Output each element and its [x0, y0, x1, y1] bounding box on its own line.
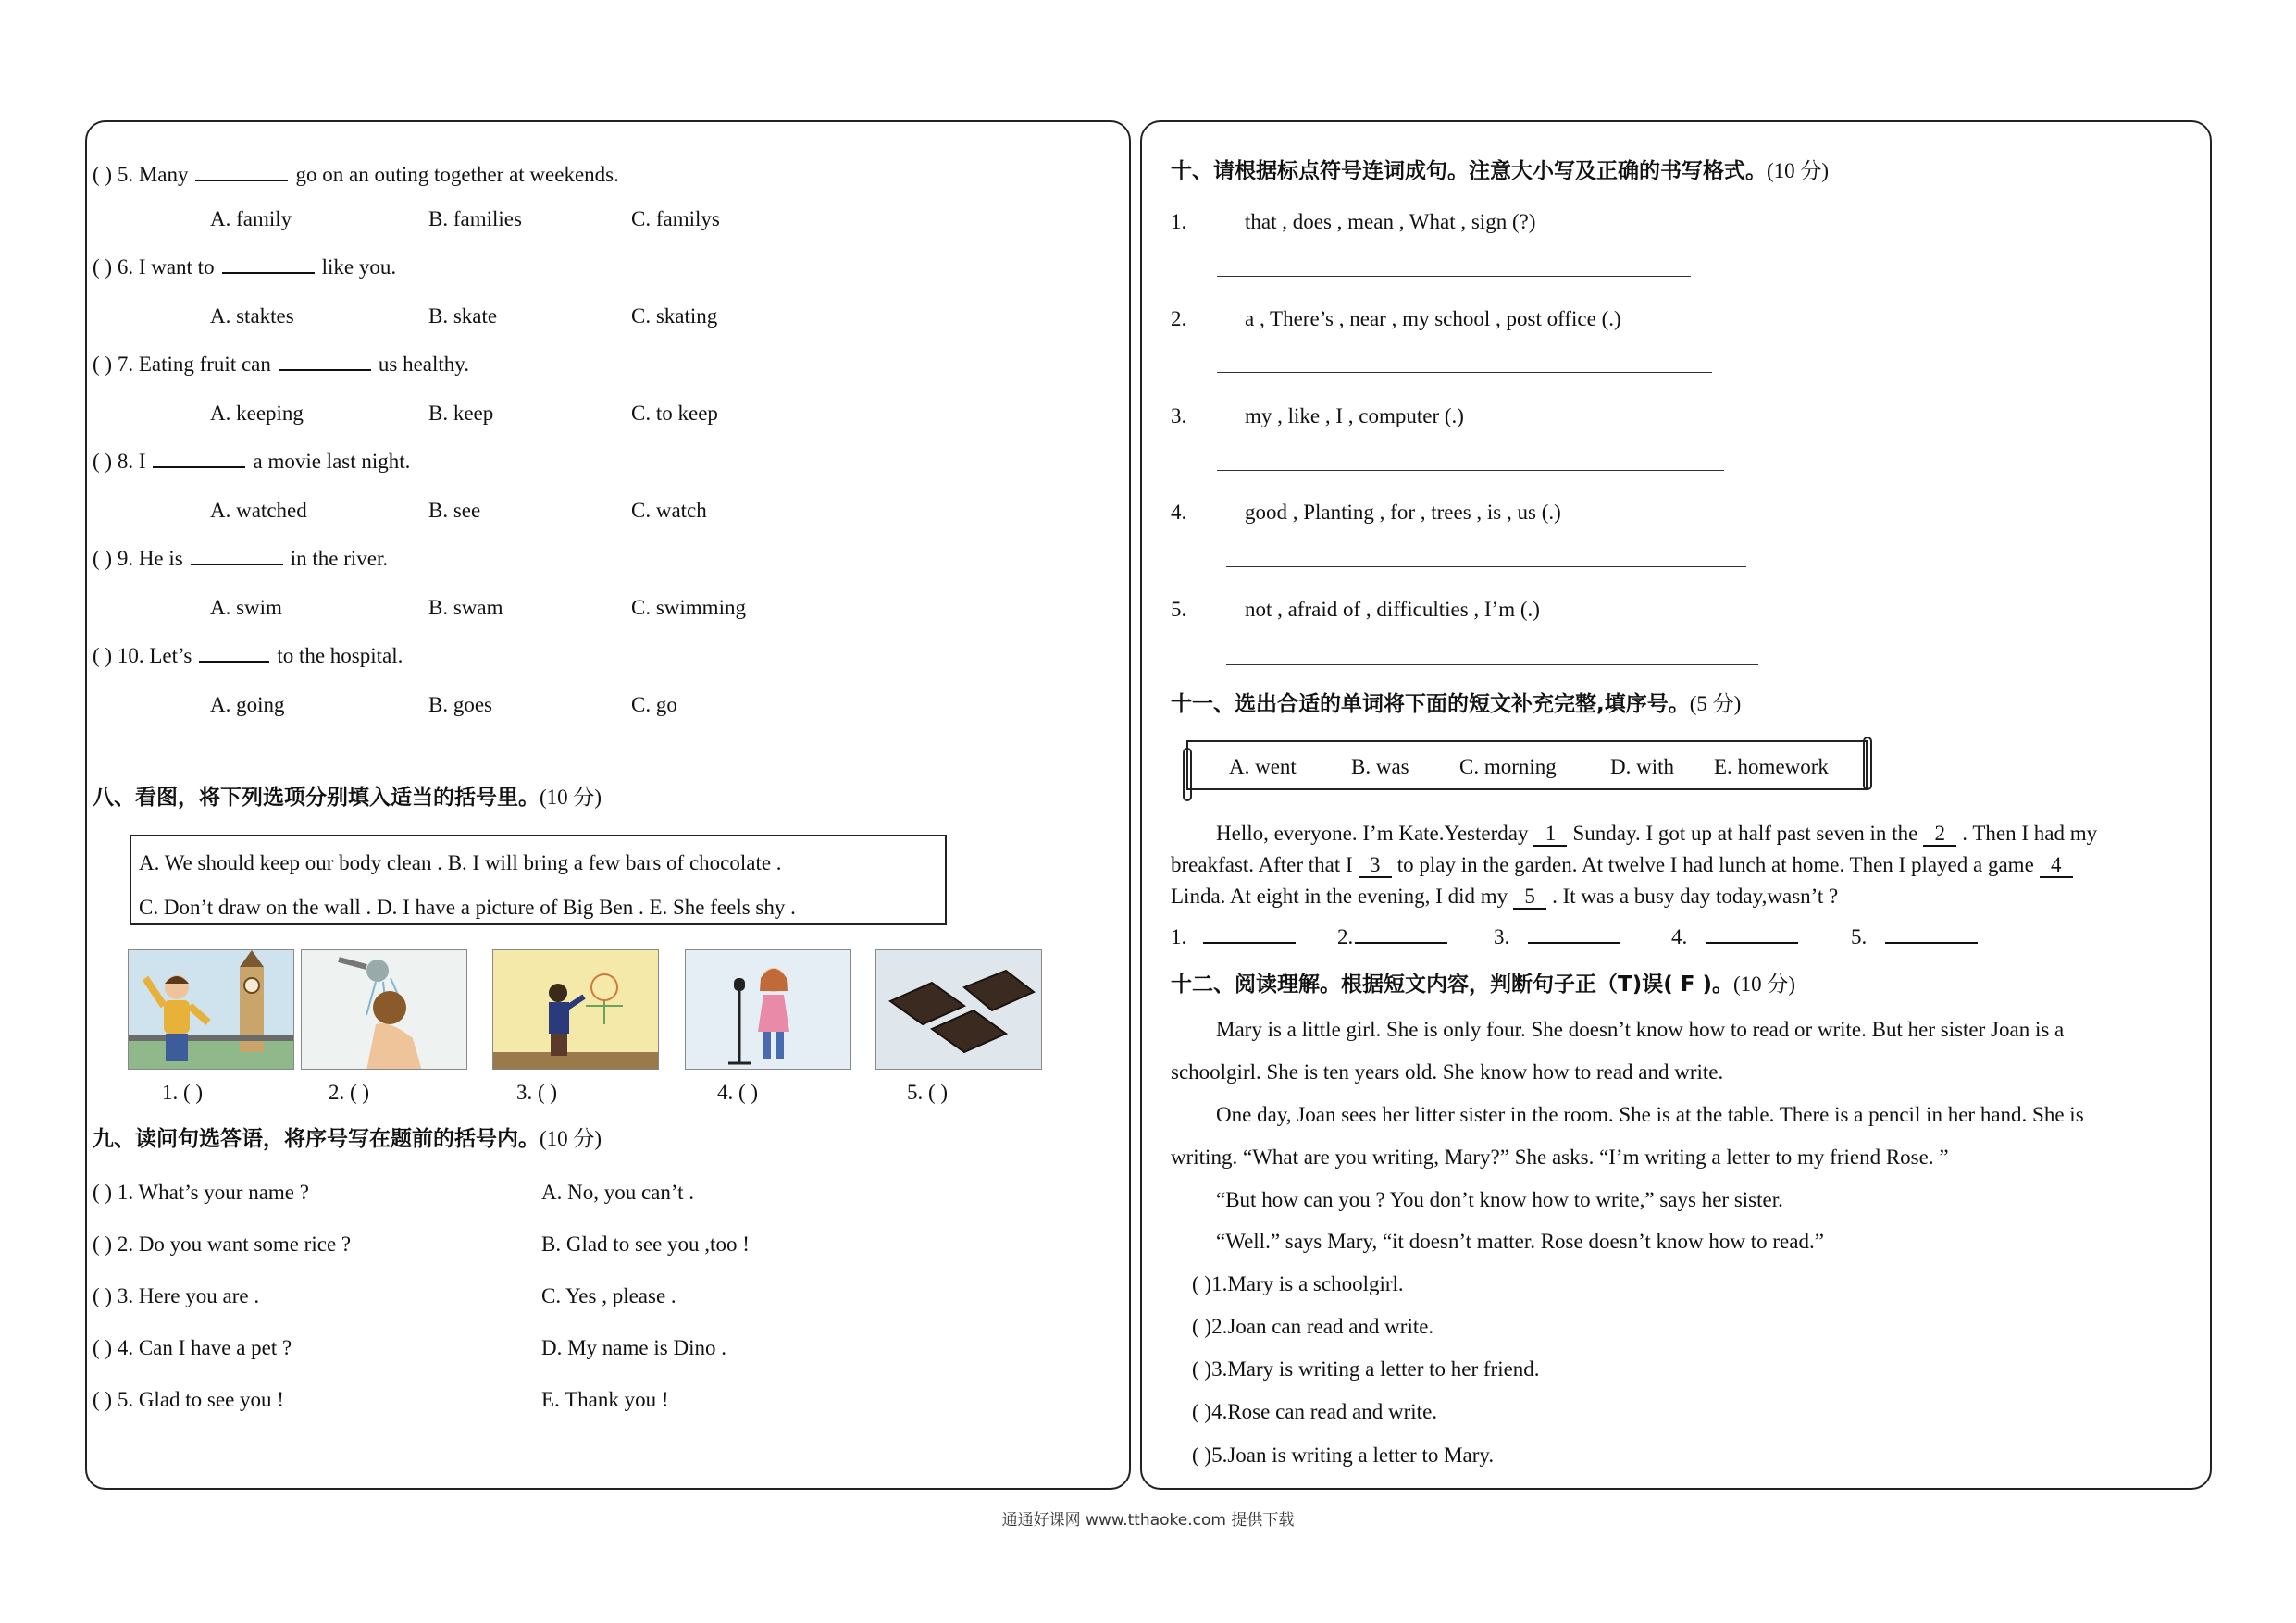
word-bank-item: B. was: [1351, 755, 1409, 778]
sec8-options-line-2: C. Don’t draw on the wall . D. I have a picture of Big Ben . E. She feels shy .: [139, 896, 796, 919]
cloze-answer-4: 4.: [1671, 925, 1806, 948]
reading-para-1b: schoolgirl. She is ten years old. She know how to read and write.: [1171, 1060, 1724, 1084]
shy-girl-illustration: [686, 950, 851, 1070]
sec9-question-1: ( ) 1. What’s your name ?: [93, 1181, 309, 1204]
big-ben-illustration: [129, 950, 294, 1070]
judgment-3: ( )3.Mary is writing a letter to her friend.: [1192, 1357, 1540, 1381]
sec8-options-line-1: A. We should keep our body clean . B. I will bring a few bars of chocolate .: [139, 851, 782, 874]
picture-caption-4: 4. ( ): [717, 1081, 759, 1104]
mc-option: C. to keep: [631, 402, 718, 425]
word-bank-item: E. homework: [1714, 755, 1829, 778]
section-11-heading: 十一、选出合适的单词将下面的短文补充完整,填序号。(5 分): [1171, 692, 1742, 716]
answer-blank[interactable]: [195, 163, 288, 181]
answer-blank[interactable]: [222, 255, 315, 274]
sec9-answer-b: B. Glad to see you ,too !: [541, 1233, 750, 1256]
answer-blank[interactable]: [153, 450, 245, 468]
sec10-answer-line[interactable]: [1226, 664, 1758, 665]
mc-option: A. watched: [210, 499, 307, 522]
answer-blank[interactable]: [191, 547, 283, 565]
mc-option: B. see: [428, 499, 481, 522]
sec10-item-number: 2.: [1171, 307, 1187, 330]
cloze-answer-3: 3.: [1494, 925, 1628, 948]
judgment-2: ( )2.Joan can read and write.: [1192, 1315, 1434, 1338]
picture-caption-2: 2. ( ): [329, 1081, 370, 1104]
sec10-answer-line[interactable]: [1217, 276, 1691, 277]
mc-option: C. go: [631, 693, 677, 716]
judgment-4: ( )4.Rose can read and write.: [1192, 1400, 1438, 1423]
section-12-heading: 十二、阅读理解。根据短文内容，判断句子正（T)误( F )。(10 分): [1171, 973, 1796, 997]
cloze-blank-1[interactable]: 1: [1533, 822, 1567, 847]
sec8-options-box: [130, 835, 947, 925]
reading-para-3: “But how can you ? You don’t know how to write,” says her sister.: [1216, 1188, 1783, 1211]
mc-option: C. watch: [631, 499, 707, 522]
word-bank-item: C. morning: [1459, 755, 1557, 778]
answer-blank[interactable]: [279, 353, 371, 371]
mc-option: C. swimming: [631, 596, 746, 619]
mc-question-7: ( ) 7. Eating fruit can us healthy.: [93, 353, 470, 376]
sec10-item-number: 4.: [1171, 501, 1187, 524]
section-9-heading: 九、读问句选答语，将序号写在题前的括号内。(10 分): [93, 1127, 602, 1151]
answer-blank[interactable]: [1706, 925, 1798, 944]
mc-question-9: ( ) 9. He is in the river.: [93, 547, 389, 570]
cloze-answer-5: 5.: [1851, 925, 1985, 948]
sec10-answer-line[interactable]: [1217, 372, 1712, 373]
sec10-item-words: my , like , I , computer (.): [1245, 404, 1464, 427]
sec9-question-5: ( ) 5. Glad to see you !: [93, 1388, 284, 1411]
mc-question-6: ( ) 6. I want to like you.: [93, 255, 397, 279]
cloze-line-2: breakfast. After that I 3 to play in the garden. At twelve I had lunch at home. Then I played a game 4: [1171, 853, 2079, 878]
judgment-1: ( )1.Mary is a schoolgirl.: [1192, 1272, 1404, 1295]
sec10-item-number: 5.: [1171, 598, 1187, 621]
sec9-question-2: ( ) 2. Do you want some rice ?: [93, 1233, 352, 1256]
mc-option: B. keep: [428, 402, 494, 425]
sec9-answer-a: A. No, you can’t .: [541, 1181, 695, 1204]
sec9-question-4: ( ) 4. Can I have a pet ?: [93, 1336, 292, 1359]
sec10-item-words: that , does , mean , What , sign (?): [1245, 210, 1536, 233]
picture-chocolate: [875, 949, 1042, 1070]
reading-para-2b: writing. “What are you writing, Mary?” She asks. “I’m writing a letter to my friend Rose. ”: [1171, 1146, 1949, 1169]
answer-blank[interactable]: [199, 644, 269, 663]
section-8-heading: 八、看图，将下列选项分别填入适当的括号里。(10 分): [93, 786, 602, 810]
scroll-curl-left: [1183, 748, 1192, 801]
section-10-heading: 十、请根据标点符号连词成句。注意大小写及正确的书写格式。(10 分): [1171, 159, 1830, 183]
mc-option: B. skate: [428, 304, 498, 328]
chocolate-illustration: [876, 950, 1042, 1070]
picture-shy-girl: [685, 949, 851, 1070]
sec9-answer-e: E. Thank you !: [541, 1388, 669, 1411]
word-bank-scroll: [1186, 740, 1868, 790]
scroll-curl-right: [1863, 737, 1872, 790]
picture-caption-5: 5. ( ): [907, 1081, 949, 1104]
cloze-answer-2: 2.: [1337, 925, 1455, 948]
picture-boy-big-ben: [128, 949, 294, 1070]
sec10-answer-line[interactable]: [1217, 470, 1724, 471]
mc-option: B. families: [428, 207, 522, 230]
reading-para-1a: Mary is a little girl. She is only four. She doesn’t know how to read or write. But her sister Joan is a: [1216, 1018, 2065, 1041]
picture-caption-3: 3. ( ): [516, 1081, 558, 1104]
page-footer: 通通好课网 www.tthaoke.com 提供下载: [1001, 1511, 1295, 1530]
cloze-line-1: Hello, everyone. I’m Kate.Yesterday 1 Sunday. I got up at half past seven in the 2 . Then I had my: [1216, 822, 2097, 847]
sec10-item-number: 1.: [1171, 210, 1187, 233]
mc-option: C. skating: [631, 304, 718, 328]
cloze-line-3: Linda. At eight in the evening, I did my 5 . It was a busy day today,wasn’t ?: [1171, 885, 1838, 910]
cloze-answer-1: 1.: [1171, 925, 1303, 948]
answer-blank[interactable]: [1528, 925, 1620, 944]
judgment-5: ( )5.Joan is writing a letter to Mary.: [1192, 1443, 1495, 1467]
sec9-question-3: ( ) 3. Here you are .: [93, 1284, 260, 1307]
answer-blank[interactable]: [1885, 925, 1978, 944]
word-bank-item: D. with: [1610, 755, 1674, 778]
drawing-wall-illustration: [493, 950, 659, 1070]
picture-draw-on-wall: [492, 949, 659, 1070]
cloze-blank-4[interactable]: 4: [2040, 853, 2073, 878]
mc-question-8: ( ) 8. I a movie last night.: [93, 450, 411, 473]
mc-question-10: ( ) 10. Let’s to the hospital.: [93, 644, 403, 667]
answer-blank[interactable]: [1355, 925, 1447, 944]
mc-option: B. goes: [428, 693, 492, 716]
mc-option: A. going: [210, 693, 285, 716]
mc-option: A. family: [210, 207, 292, 230]
reading-para-2a: One day, Joan sees her litter sister in the room. She is at the table. There is a pencil in her hand. She is: [1216, 1103, 2084, 1126]
cloze-blank-2[interactable]: 2: [1923, 822, 1956, 847]
reading-para-4: “Well.” says Mary, “it doesn’t matter. Rose doesn’t know how to read.”: [1216, 1230, 1824, 1253]
mc-option: B. swam: [428, 596, 503, 619]
cloze-blank-3[interactable]: 3: [1359, 853, 1392, 878]
sec9-answer-d: D. My name is Dino .: [541, 1336, 726, 1359]
sec9-answer-c: C. Yes , please .: [541, 1284, 676, 1307]
sec10-item-number: 3.: [1171, 404, 1187, 427]
shower-illustration: [302, 950, 467, 1070]
mc-option: A. keeping: [210, 402, 304, 425]
word-bank-item: A. went: [1229, 755, 1297, 778]
mc-option: C. familys: [631, 207, 720, 230]
mc-option: A. staktes: [210, 304, 294, 328]
mc-question-5: ( ) 5. Many go on an outing together at weekends.: [93, 163, 619, 186]
picture-shower: [301, 949, 467, 1070]
sec10-item-words: good , Planting , for , trees , is , us (.): [1245, 501, 1561, 524]
mc-option: A. swim: [210, 596, 282, 619]
answer-blank[interactable]: [1203, 925, 1296, 944]
sec10-item-words: a , There’s , near , my school , post office (.): [1245, 307, 1621, 330]
picture-caption-1: 1. ( ): [162, 1081, 204, 1104]
cloze-blank-5[interactable]: 5: [1513, 885, 1546, 910]
sec10-answer-line[interactable]: [1226, 566, 1746, 567]
sec10-item-words: not , afraid of , difficulties , I’m (.): [1245, 598, 1540, 621]
